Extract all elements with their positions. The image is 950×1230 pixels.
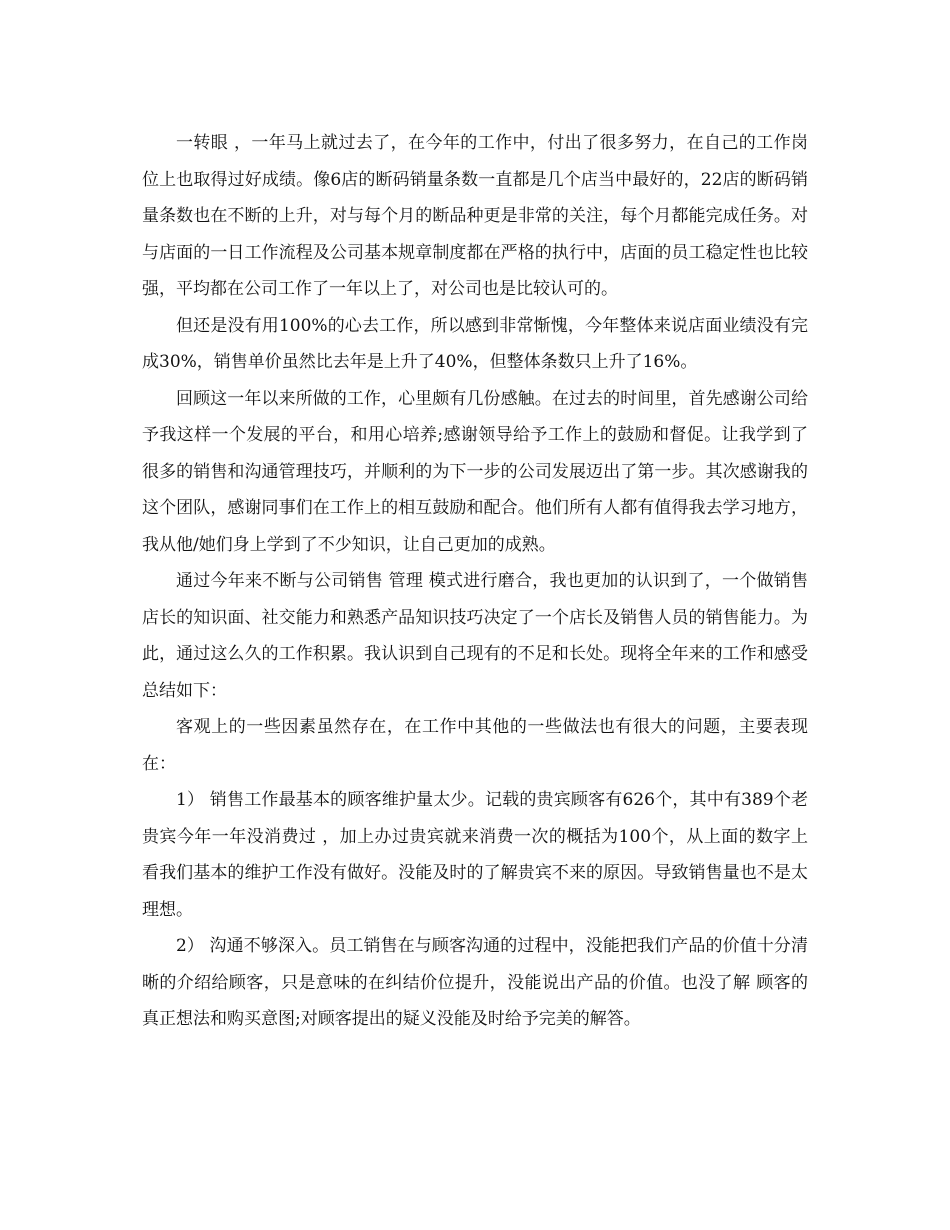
paragraph-problem-1: 1） 销售工作最基本的顾客维护量太少。记载的贵宾顾客有626个，其中有389个老贵宾今年一年没消费过 ，加上办过贵宾就来消费一次的概括为100个，从上面的数字上看我们基本的维护工作没有做好。没能及时的了解贵宾不来的原因。导致销售量也不是太理想。 [142, 790, 808, 920]
paragraph-performance: 但还是没有用100%的心去工作，所以感到非常惭愧，今年整体来说店面业绩没有完成30%，销售单价虽然比去年是上升了40%，但整体条数只上升了16%。 [142, 315, 808, 372]
document-body [142, 125, 808, 1038]
paragraph-reflection: 通过今年来不断与公司销售 管理 模式进行磨合，我也更加的认识到了，一个做销售店长的知识面、社交能力和熟悉产品知识技巧决定了一个店长及销售人员的销售能力。为此，通过这么久的工作积累。我认识到自己现有的不足和长处。现将全年来的工作和感受总结如下： [142, 571, 808, 701]
paragraph-problem-2: 2） 沟通不够深入。员工销售在与顾客沟通的过程中，没能把我们产品的价值十分清晰的介绍给顾客，只是意味的在纠结价位提升，没能说出产品的价值。也没了解 顾客的真正想法和购买意图;对顾客提出的疑义没能及时给予完美的解答。 [142, 936, 808, 1029]
paragraph-gratitude: 回顾这一年以来所做的工作，心里颇有几份感触。在过去的时间里，首先感谢公司给予我这样一个发展的平台，和用心培养;感谢领导给予工作上的鼓励和督促。让我学到了很多的销售和沟通管理技巧，并顺利的为下一步的公司发展迈出了第一步。其次感谢我的这个团队，感谢同事们在工作上的相互鼓励和配合。他们所有人都有值得我去学习地方，我从他/她们身上学到了不少知识，让自己更加的成熟。 [142, 388, 808, 555]
paragraph-year-review: 一转眼 ，一年马上就过去了，在今年的工作中，付出了很多努力，在自己的工作岗位上也取得过好成绩。像6店的断码销量条数一直都是几个店当中最好的，22店的断码销量条数也在不断的上升，对与每个月的断品种更是非常的关注，每个月都能完成任务。对与店面的一日工作流程及公司基本规章制度都在严格的执行中，店面的员工稳定性也比较强，平均都在公司工作了一年以上了，对公司也是比较认可的。 [142, 133, 808, 299]
paragraph-problems-intro: 客观上的一些因素虽然存在，在工作中其他的一些做法也有很大的问题，主要表现在： [142, 717, 808, 774]
